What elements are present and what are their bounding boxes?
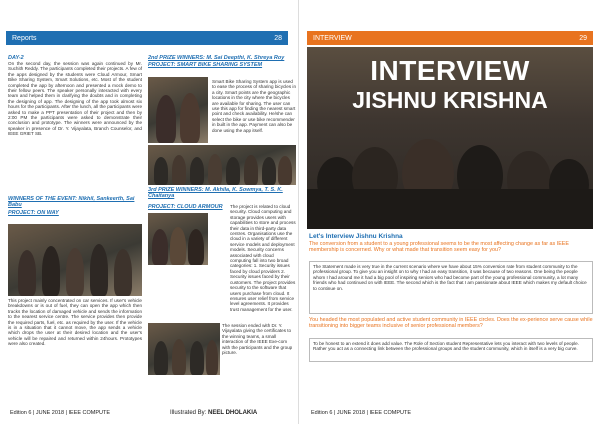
project3-block-top <box>230 204 296 312</box>
question-2: You headed the most populated and active student community in IEEE circles. Does the ex-perience serve cause while transitioning into bigger teams inclusive of senior professional members? <box>309 317 593 329</box>
project3-heading: PROJECT: CLOUD ARMOUR <box>148 204 223 210</box>
project1-text: This project mainly concentrated on car services. If user's vehicle breakdowns or is out of fuel, they can open the app which then tracks the location of damaged vehicle and sends the information to the nearest service centre. The service provides then provide the required parts, fuel, etc. as required by the user. If the vehicle is in a situation that it cannot move, the app sends a vehicle which drops the user at their desired location and the user's vehicle will be repaired and returned within 24hours. Prototypes were also created. <box>8 298 142 347</box>
project2-block <box>212 79 296 145</box>
left-page <box>0 0 299 424</box>
left-page-header <box>6 31 288 45</box>
closing-text: The session ended with Dr. Y. Vijayalata giving the certificates to the winning teams, a small interaction of the IEEE Exe-com with the participants and the group picture. <box>222 323 293 356</box>
right-page <box>301 0 600 424</box>
winners-photo <box>8 224 142 296</box>
question-1: The conversion from a student to a young professional seems to be the most affecting change as far as IEEE membership is concerned. Why or what made that transition seem easy for you? <box>309 241 569 253</box>
answer-1-box <box>309 261 593 314</box>
prize2-block <box>148 55 294 75</box>
answer-1: The Statement made is very true in the current scenario where we have about 15% conversion rate from student community to the professional group. To give you an insight on to why I had an easy transition, it was because of two reasons. One being the people whom I had around me it had a big pool of inspiring seniors who had become part of the young professional community, a lot many friends who had continued on with IEEE. The second which is the fact that I am passionate about IEEE which makes my default choice to continue on. <box>313 264 587 291</box>
day-heading: DAY-2 <box>8 55 24 61</box>
project3-text: The project is related to cloud security. Cloud computing and storage provides users with capabilities to store and process their data in third-party data centres. Organisations use the cloud in a variety of different service models and deployment models. Security concerns associated with cloud computing fall into two broad categories: 1. Security issues faced by cloud providers 2. Security issues faced by their customers. The project provides security to the software that users purchase from cloud. It ensures user relief from service level agreements. It provides trust management for the user. <box>230 204 296 312</box>
certificate-photo <box>148 323 220 375</box>
project1-heading: PROJECT: ON WAY <box>8 210 59 216</box>
hero-title: INTERVIEW <box>370 55 530 86</box>
prize3-heading: 3rd PRIZE WINNERS: M. Akhila, K. Sowmya, T. S. K. Chaitanya <box>148 187 283 199</box>
winners-block <box>8 196 142 224</box>
interview-heading: Let's Interview Jishnu Krishna <box>309 233 403 240</box>
illustrator-label: Illustrated By: <box>170 410 207 416</box>
answer-2: To be honest to an extend it does add value. The Role of Section student Representative lets you interact with two levels of people. Rather you act as a connecting link between the professional groups and the student community, which in itself is a very big curve. <box>313 341 580 352</box>
project2-heading: PROJECT: SMART BIKE SHARING SYSTEM <box>148 62 263 68</box>
page-number: 29 <box>579 34 587 42</box>
group-photo <box>148 145 296 185</box>
day2-block <box>8 55 142 195</box>
prize2-photo <box>148 77 208 143</box>
page-number: 28 <box>274 34 282 42</box>
day-text: On the second day, the session was again continued by Mr. Suchith Reddy. The participants completed their projects. A few of the apps designed by the students were Cloud Armour, Smart Bike Sharing System, Smart Solutions, etc. Most of the student completed the app by afternoon and presented a mock demo to their fellow peers. The speaker personally interacted with every team and helped them in clarifying the doubts and in completing the designing of app. The designing of the app took almost six hours for the participants. After the lunch, all the participants were asked to make a PPT presentation of their project and then by 2:00 PM the participants were asked to demonstrate their conclusion and prototype. The winners were announced by the speaker in presence of Dr. Y. Vijayalata, Branch Counselor, and IEEE GRIET SB. <box>8 61 142 137</box>
project1-block <box>8 298 142 396</box>
left-footer: Edition 6 | JUNE 2018 | IEEE COMPUTE <box>10 410 111 416</box>
prize2-heading: 2nd PRIZE WINNERS: M. Sai Deepthi, K. Shreya Roy <box>148 55 285 61</box>
answer-2-box <box>309 338 593 362</box>
prize3-photo <box>148 213 208 265</box>
section-title: INTERVIEW <box>313 34 352 42</box>
right-footer: Edition 6 | JUNE 2018 | IEEE COMPUTE <box>311 410 412 416</box>
illustrator-credit <box>170 410 257 416</box>
section-title: Reports <box>12 34 37 42</box>
hero-name: JISHNU KRISHNA <box>352 87 548 113</box>
illustrator-name: NEEL DHOLAKIA <box>208 410 258 416</box>
hero-photo <box>307 47 593 229</box>
project2-text: Smart Bike Sharing System app is used to ease the process of sharing bicycles in a city. Smart points are the geographic locations in the city where the bicycles are available for sharing. The user can use this app for finding the nearest smart point and check availability. He/she can select the bike or use bike recommender in built in the app. Payment can also be done using the app itself. <box>212 79 297 133</box>
closing-block <box>222 323 296 385</box>
right-page-header <box>307 31 593 45</box>
project3-heading-block <box>148 204 228 212</box>
winners-heading: WINNERS OF THE EVENT: Nikhil, Sankeerth, Sai Babu <box>8 196 135 208</box>
